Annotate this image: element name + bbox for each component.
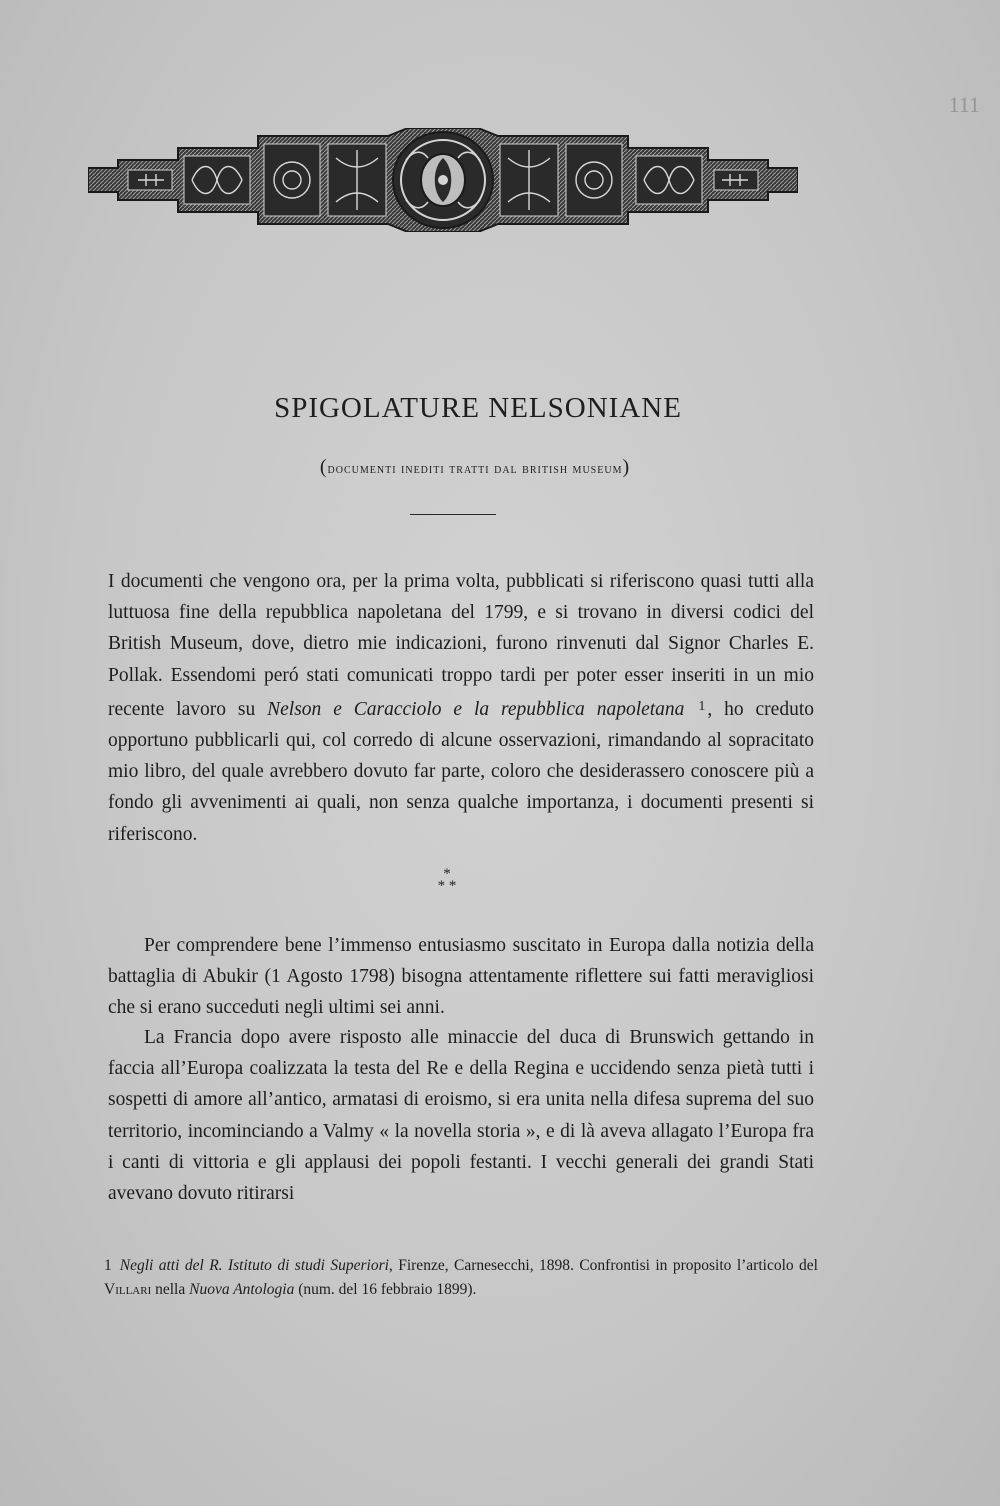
paragraph-1-text: I documenti che vengono ora, per la prima volta, pubblicati si riferiscono quasi tutti alla luttuosa fine della repubblica napoletana del 1799, e si trovano in diversi codici del British Museum, dove, dietro mie indicazioni, furono rinvenuti dal Signor Charles E. Pollak. Essendomi peró stati comunicati troppo tardi per poter esser inseriti in un mio recente lavoro su xyxy=(108,571,814,720)
decorative-headpiece xyxy=(88,128,798,232)
subtitle-text: documenti inediti tratti dal british museum xyxy=(327,462,623,477)
footnote-text-3: (num. del 16 febbraio 1899). xyxy=(294,1281,477,1298)
footnote-italic-source: Negli atti del R. Istituto di studi Superiori xyxy=(119,1257,389,1274)
paragraph-1 xyxy=(108,566,814,850)
book-title-italic: Nelson e Caracciolo e la repubblica napoletana xyxy=(267,698,685,720)
article-title: SPIGOLATURE NELSONIANE xyxy=(274,392,682,424)
page-number: 111 xyxy=(948,92,980,117)
footnote-text-1: , Firenze, Carnesecchi, 1898. Confrontisi in proposito l’articolo del xyxy=(388,1257,818,1274)
footnote-italic-journal: Nuova Antologia xyxy=(189,1281,295,1298)
footnote-reference: 1 xyxy=(698,698,706,714)
article-subtitle xyxy=(0,456,1000,479)
paragraph-2: Per comprendere bene l’immenso entusiasmo suscitato in Europa dalla notizia della battaglia di Abukir (1 Agosto 1798) bisogna attentamente riflettere sui fatti meravigliosi che si erano succeduti negli ultimi sei anni. xyxy=(108,935,814,1019)
title-rule xyxy=(410,514,496,515)
paragraph-3: La Francia dopo avere risposto alle minaccie del duca di Brunswich gettando in faccia all’Europa coalizzata la testa del Re e della Regina e uccidendo senza pietà tutti i sospetti di amore all’antico, armatasi di eroismo, si era unita nella difesa suprema del suo territorio, incominciando a Valmy « la novella storia », e di là aveva allagato l’Europa fra i canti di vittoria e gli applausi dei popoli festanti. I vecchi generali dei grandi Stati avevano dovuto ritirarsi xyxy=(108,1027,814,1205)
section-separator-asterism: * * * xyxy=(437,866,457,894)
paragraph-1-text-end: , ho creduto opportuno pubblicarli qui, col corredo di alcune osservazioni, rimandando al sopracitato mio libro, del quale avrebbero dovuto far parte, coloro che desiderassero conoscere più a fondo gli avvenimenti ai quali, non senza qualche importanza, i documenti presenti si riferiscono. xyxy=(108,698,814,845)
subtitle-open-paren: ( xyxy=(319,456,328,478)
subtitle-close-paren: ) xyxy=(622,456,631,478)
footnote-number: 1 xyxy=(104,1257,112,1274)
footnote-author: Villari xyxy=(104,1281,152,1298)
footnote-text-2: nella xyxy=(151,1281,190,1298)
footnote xyxy=(104,1254,818,1302)
